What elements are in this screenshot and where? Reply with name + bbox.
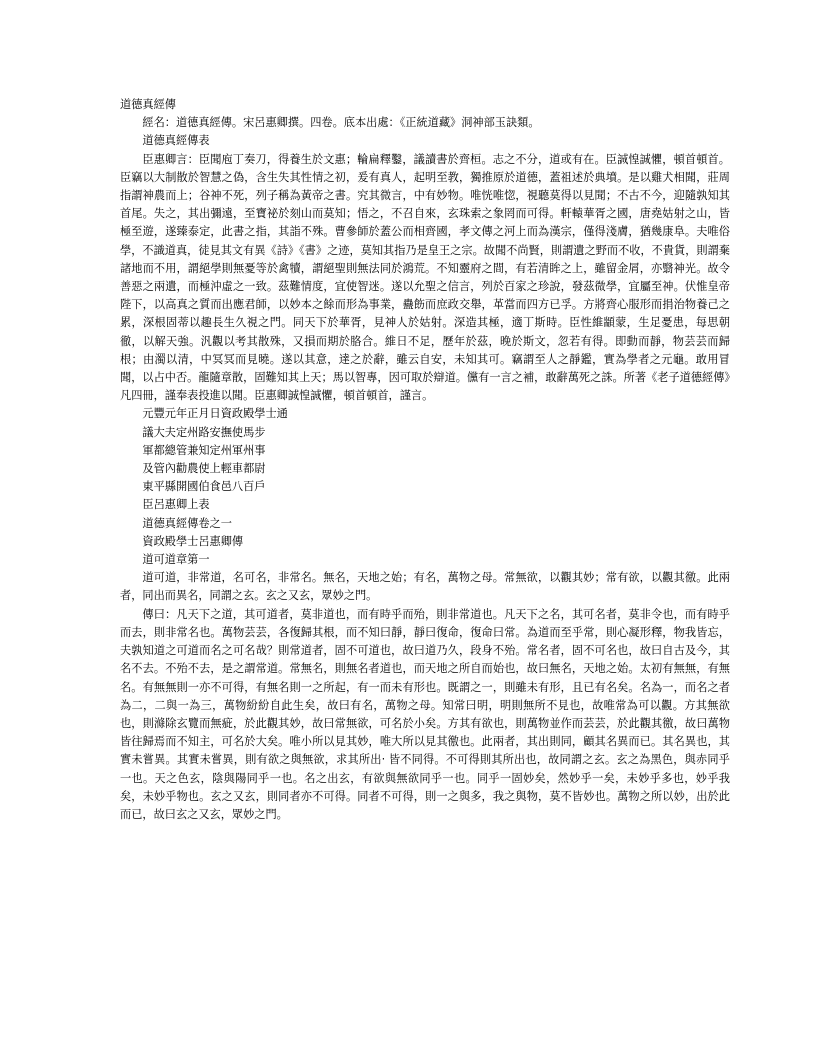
signature-line-4: 及管內勸農使上輕車都尉 [142, 462, 266, 476]
chapter-heading: 道可道章第一 [142, 553, 210, 567]
signature-line-3: 軍都總管兼知定州軍州事 [142, 443, 266, 457]
document-body [120, 96, 730, 824]
signature-line-5: 東平縣開國伯食邑八百戶 [142, 480, 266, 494]
signature-line-2: 議大夫定州路安撫使馬步 [142, 425, 266, 439]
commentary-text: 傳曰：凡天下之道，其可道者，莫非道也，而有時乎而殆，則非常道也。凡天下之名，其可名者，莫非令也，而有時乎而去，則非常名也。萬物芸芸，各復歸其根，而不知曰靜，靜曰復命，復命曰常。為道而至乎常，則心凝形釋，物我皆忘，夫孰知道之可道而名之可名哉？則常道者，固不可道也，故曰道乃久，段身不殆。常名者，固不可名也，故曰自古及今，其名不去。不殆不去，是之謂常道。常無名，則無名者道也，而天地之所自而始也，故曰無名，天地之始。太初有無無，有無名。有無無則一亦不可得，有無名則一之所起，有一而未有形也。既謂之一，則雖未有形，且已有名矣。名為一，而名之者為二，二與一為三，萬物紛紛自此生矣，故曰有名，萬物之母。知常曰明，明則無所不見也，故唯常為可以觀。方其無欲也，則滌除玄覽而無疵，於此觀其妙，故曰常無欲，可名於小矣。方其有欲也，則萬物並作而芸芸，於此觀其徼，故曰萬物皆往歸焉而不知主，可名於大矣。唯小所以見其妙，唯大所以見其徼也。此兩者，其出則同，顧其名異而已。其名異也，其實未嘗異。其實未嘗異，則有欲之與無欲，求其所出‧ 皆不同得。不可得則其所出也，故同謂之玄。玄之為黑色，與赤同乎一也。天之色玄，陰與陽同乎一也。名之出玄，有欲與無欲同乎一也。同乎一固妙矣，然妙乎一矣，未妙乎多也，妙乎我矣，未妙乎物也。玄之又玄，則同者亦不可得。同者不可得，則一之與多，我之與物，莫不皆妙也。萬物之所以妙，出於此而已，故曰玄之又玄，眾妙之門。 [120, 607, 730, 821]
memorial-body: 臣惠卿言：臣聞庖丁奏刀，得養生於文惠；輪扁釋鑿，議讀書於齊桓。志之不分，道或有在。臣誠惶誠懼，頓首頓首。臣竊以大制散於智慧之偽，含生失其性情之初，爰有真人，起明至教，獨推原於道德，蓋祖述於典墳。是以雞犬相聞，莊周指謂神農而上；谷神不死，列子稱為黃帝之書。究其微言，中有妙物。唯恍唯惚，視聽莫得以見聞；不古不今，迎隨孰知其首尾。失之，其出彌遠，至寶祕於刻山而莫知；悟之，不召自來，玄珠索之象罔而可得。軒轅華胥之國，唐堯姑射之山，皆極至遊，遂臻泰定，此書之指，其詣不殊。曹參師於蓋公而相齊國，孝文傳之河上而為漢宗，僅得淺膚，猶幾康阜。夫唯俗學，不識道真，徒見其文有異《詩》《書》之迹，莫知其指乃是皇王之宗。故聞不尚賢，則謂遺之野而不收，不貴貨，則謂棄諸地而不用，謂絕學則無憂等於禽犢，謂絕聖則無法同於鴻荒。不知靈府之間，有若清眸之上，雖留金屑，亦翳神光。故令善惡之兩遺，而極沖虛之一致。茲難情度，宜使智迷。遂以允聖之信言，列於百家之珍說，發茲微學，宜屬至神。伏惟皇帝陛下，以高真之質而出應君師，以妙本之餘而形為事業，蠱飭而庶政交舉，革當而四方已孚。方將齊心服形而捐治物養己之累，深根固蒂以趣長生久視之門。同天下於華胥，見神人於姑射。深造其極，適丁斯時。臣性維顓蒙，生足憂患，每思朝徹，以解天強。汎觀以考其散殊，又損而期於胳合。維日不足，歷年於茲，晚於斯文，忽若有得。即動而靜，物芸芸而歸根；由濁以清，中冥冥而見曉。遂以其意，達之於辭，雖云自安，未知其可。竊謂至人之靜鑑，實為學者之元龜。敢用冒聞，以占中否。龍隨章散，固難知其上天；馬以智專，因可取於辯道。儻有一言之補，敢辭萬死之誅。所著《老子道德經傳》凡四冊，謹奉表投進以聞。臣惠卿誠惶誠懼，頓首頓首，謹言。 [120, 152, 730, 403]
memorial-heading: 道德真經傳表 [142, 134, 210, 148]
bibliographic-note: 經名：道德真經傳。宋呂惠卿撰。四卷。底本出處：《正統道藏》洞神部玉訣類。 [142, 116, 540, 130]
signature-line-1: 元豐元年正月日資政殿學士通 [142, 407, 288, 421]
author-attribution: 資政殿學士呂惠卿傳 [142, 534, 244, 548]
classic-text: 道可道，非常道，名可名，非常名。無名，天地之始；有名，萬物之母。常無欲，以觀其妙；常有欲，以觀其徼。此兩者，同出而異名，同謂之玄。玄之又玄，眾妙之門。 [120, 571, 730, 603]
signature-line-6: 臣呂惠卿上表 [142, 498, 210, 512]
document-title: 道德真經傳 [120, 98, 176, 111]
volume-heading: 道德真經傳卷之一 [142, 516, 232, 530]
